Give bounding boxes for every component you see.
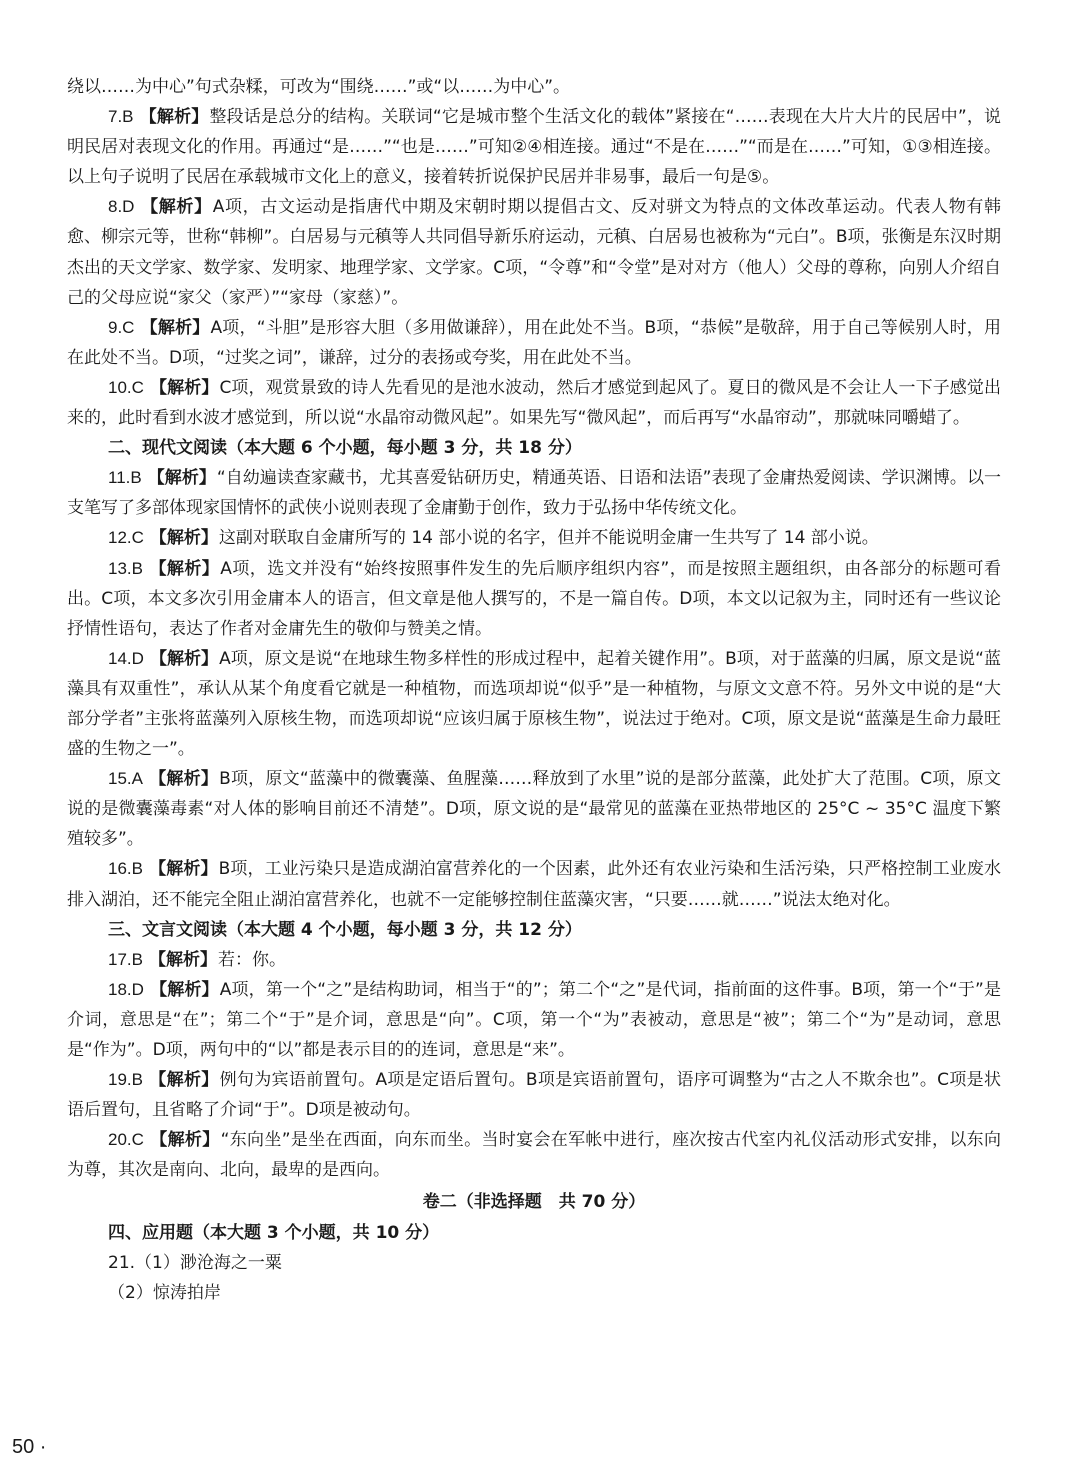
answer-item <box>67 764 1001 854</box>
answer-number: 9.C <box>108 317 135 337</box>
answer-item <box>67 313 1001 373</box>
answer-number: 7.B <box>108 107 134 127</box>
answer-item <box>67 644 1001 764</box>
answer-item <box>67 523 1001 553</box>
section-heading-classical-reading: 三、文言文阅读（本大题 4 个小题，每小题 3 分，共 12 分） <box>108 919 582 940</box>
answer-key-body <box>67 72 1001 1308</box>
answer-number: 17.B <box>108 949 143 969</box>
answer-text: 这副对联取自金庸所写的 14 部小说的名字，但并不能说明金庸一生共写了 14 部小说。 <box>218 528 879 549</box>
answer-number: 8.D <box>108 197 135 217</box>
analysis-tag: 【解析】 <box>140 317 210 338</box>
section-heading-modern-reading: 二、现代文阅读（本大题 6 个小题，每小题 3 分，共 18 分） <box>108 438 582 459</box>
answer-text: 例句为宾语前置句。A项是定语后置句。B项是宾语前置句，语序可调整为“古之人不欺余也”。C项是状语后置句，且省略了介词“于”。D项是被动句。 <box>67 1070 1001 1121</box>
answer-item <box>67 373 1001 433</box>
analysis-tag: 【解析】 <box>148 769 219 790</box>
answer-number: 16.B <box>108 859 143 879</box>
answers-group-3 <box>67 945 1001 1186</box>
answer-text: A项，选文并没有“始终按照事件发生的先后顺序组织内容”，而是按照主题组织，由各部分的标题可看出。C项，本文多次引用金庸本人的语言，但文章是他人撰写的，不是一篇自传。D项，本文以记叙为主，同时还有一些议论抒情性语句，表达了作者对金庸先生的敬仰与赞美之情。 <box>67 558 1001 639</box>
page-number: 50 · <box>12 1436 47 1458</box>
answer-text: 整段话是总分的结构。关联词“它是城市整个生活文化的载体”紧接在“……表现在大片大片的民居中”，说明民居对表现文化的作用。再通过“是……”“也是……”可知②④相连接。通过“不是在……”“而是在……”可知，①③相连接。以上句子说明了民居在承载城市文化上的意义，接着转折说保护民居并非易事，最后一句是⑤。 <box>67 107 1002 188</box>
answers-group-2 <box>67 463 1001 914</box>
answer-number: 10.C <box>108 377 144 397</box>
analysis-tag: 【解析】 <box>148 859 218 880</box>
answer-number: 20.C <box>108 1130 144 1150</box>
answers-group-1 <box>67 102 1001 433</box>
analysis-tag: 【解析】 <box>149 528 218 549</box>
q21-part2: （2）惊涛拍岸 <box>108 1282 221 1303</box>
lead-paragraph: 绕以……为中心”句式杂糅，可改为“围绕……”或“以……为中心”。 <box>67 77 571 97</box>
analysis-tag: 【解析】 <box>139 107 209 128</box>
answer-item <box>67 945 1001 975</box>
answer-number: 19.B <box>108 1070 143 1090</box>
answer-text: C项，观赏景致的诗人先看见的是池水波动，然后才感觉到起风了。夏日的微风是不会让人一下子感觉出来的，此时看到水波才感觉到，所以说“水晶帘动微风起”。如果先写“微风起”，而后再写“水晶帘动”，那就味同嚼蜡了。 <box>67 377 1002 429</box>
analysis-tag: 【解析】 <box>148 558 220 579</box>
answer-item <box>67 463 1001 523</box>
answer-text: A项，第一个“之”是结构助词，相当于“的”；第二个“之”是代词，指前面的这件事。B项，第一个“于”是介词，意思是“在”；第二个“于”是介词，意思是“向”。C项，第一个“为”表被动，意思是“被”；第二个“为”是动词，意思是“作为”。D项，两句中的“以”都是表示目的的连词，意思是“来”。 <box>67 979 1002 1060</box>
answer-item <box>67 1065 1001 1125</box>
answer-item <box>67 192 1001 312</box>
answer-item <box>67 1125 1001 1185</box>
analysis-tag: 【解析】 <box>147 468 216 489</box>
answer-number: 11.B <box>108 468 142 488</box>
answer-text: A项，“斗胆”是形容大胆（多用做谦辞），用在此处不当。B项，“恭候”是敬辞，用于自己等候别人时，用在此处不当。D项，“过奖之词”，谦辞，过分的表扬或夸奖，用在此处不当。 <box>67 317 1001 368</box>
answer-text: A项，原文是说“在地球生物多样性的形成过程中，起着关键作用”。B项，对于蓝藻的归属，原文是说“蓝藻具有双重性”，承认从某个角度看它就是一种植物，而选项却说“似乎”是一种植物，与原文文意不符。另外文中说的是“大部分学者”主张将蓝藻列入原核生物，而选项却说“应该归属于原核生物”，说法过于绝对。C项，原文是说“蓝藻是生命力最旺盛的生物之一”。 <box>67 648 1002 760</box>
answer-item <box>67 975 1001 1065</box>
answer-number: 14.D <box>108 648 144 668</box>
analysis-tag: 【解析】 <box>149 377 219 398</box>
analysis-tag: 【解析】 <box>149 648 219 669</box>
answer-item <box>67 854 1001 914</box>
answer-number: 12.C <box>108 528 144 548</box>
analysis-tag: 【解析】 <box>148 949 217 970</box>
answer-number: 15.A <box>108 769 143 789</box>
answer-item <box>67 102 1001 192</box>
section-heading-application: 四、应用题（本大题 3 个小题，共 10 分） <box>108 1222 440 1243</box>
analysis-tag: 【解析】 <box>149 979 219 1000</box>
answer-item <box>67 554 1001 644</box>
analysis-tag: 【解析】 <box>149 1130 220 1151</box>
q21-part1: 21.（1）渺沧海之一粟 <box>108 1252 282 1273</box>
answer-text: A项，古文运动是指唐代中期及宋朝时期以提倡古文、反对骈文为特点的文体改革运动。代表人物有韩愈、柳宗元等，世称“韩柳”。白居易与元稹等人共同倡导新乐府运动，元稹、白居易也被称为“元白”。B项，张衡是东汉时期杰出的天文学家、数学家、发明家、地理学家、文学家。C项，“令尊”和“令堂”是对对方（他人）父母的尊称，向别人介绍自己的父母应说“家父（家严）”“家母（家慈）”。 <box>67 197 1001 308</box>
analysis-tag: 【解析】 <box>140 197 212 218</box>
volume-heading: 卷二（非选择题 共 70 分） <box>422 1192 646 1213</box>
answer-number: 18.D <box>108 979 144 999</box>
answer-text: “自幼遍读查家藏书，尤其喜爱钻研历史，精通英语、日语和法语”表现了金庸热爱阅读、学识渊博。以一支笔写了多部体现家国情怀的武侠小说则表现了金庸勤于创作，致力于弘扬中华传统文化。 <box>67 468 1001 519</box>
answer-text: B项，原文“蓝藻中的微囊藻、鱼腥藻……释放到了水里”说的是部分蓝藻，此处扩大了范围。C项，原文说的是微囊藻毒素“对人体的影响目前还不清楚”。D项，原文说的是“最常见的蓝藻在亚热带地区的 25°C ~ 35°C 温度下繁殖较多”。 <box>67 769 1001 850</box>
answer-number: 13.B <box>108 558 143 578</box>
answer-text: 若：你。 <box>217 949 286 970</box>
analysis-tag: 【解析】 <box>148 1070 219 1091</box>
answer-text: B项，工业污染只是造成湖泊富营养化的一个因素，此外还有农业污染和生活污染，只严格控制工业废水排入湖泊，还不能完全阻止湖泊富营养化，也就不一定能够控制住蓝藻灾害，“只要……就……”说法太绝对化。 <box>67 859 1001 910</box>
answer-text: “东向坐”是坐在西面，向东而坐。当时宴会在军帐中进行，座次按古代室内礼仪活动形式安排，以东向为尊，其次是南向、北向，最卑的是西向。 <box>67 1130 1001 1181</box>
